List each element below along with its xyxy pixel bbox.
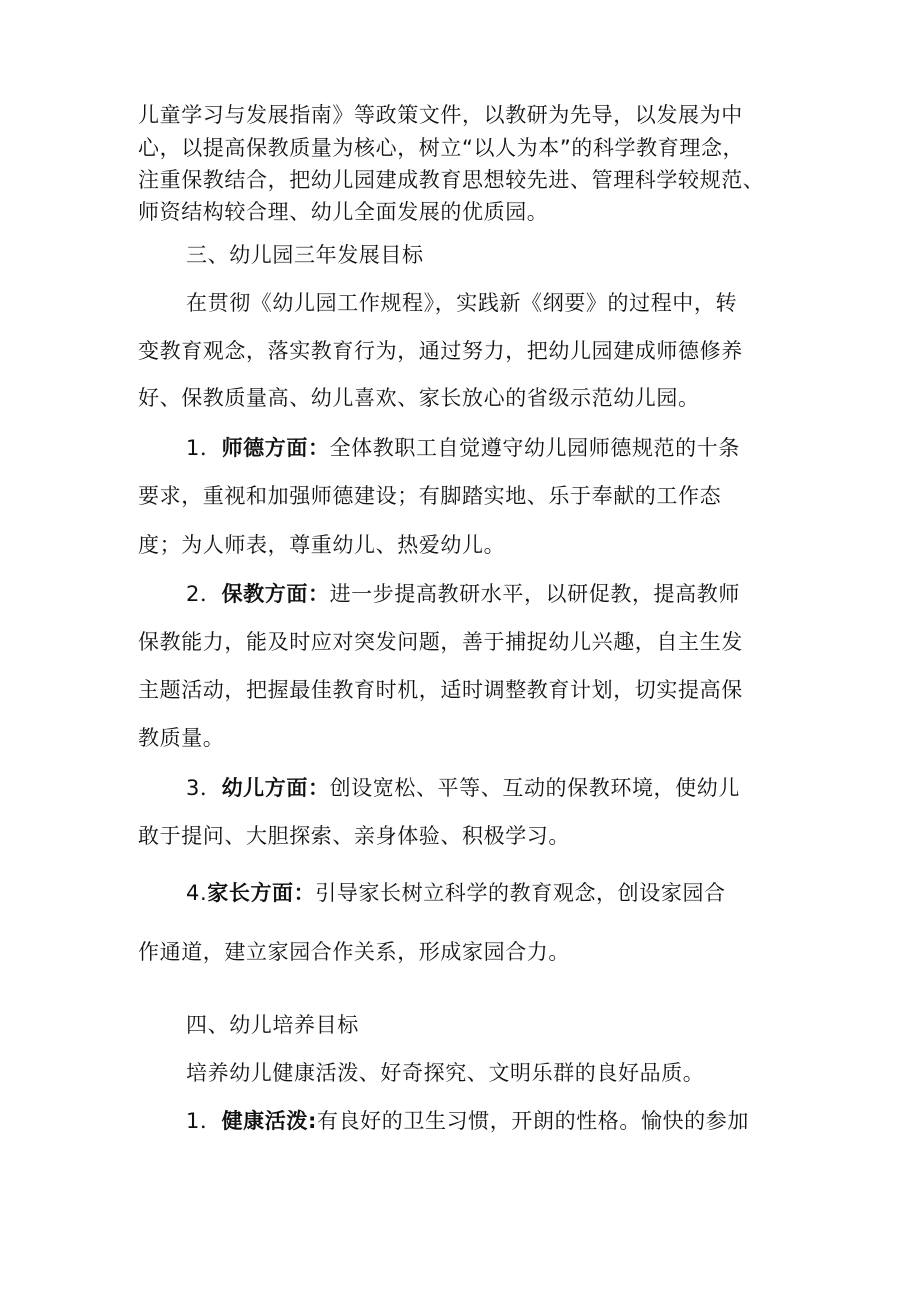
section3-item2-line-3: 主题活动，把握最佳教育时机，适时调整教育计划，切实提高保 xyxy=(138,678,743,702)
section4-item1 xyxy=(186,1106,749,1136)
section3-heading: 三、幼儿园三年发展目标 xyxy=(186,243,424,267)
item-number: 2． xyxy=(186,582,222,606)
item-number: 1． xyxy=(186,436,222,460)
section3-item2-line-2: 保教能力，能及时应对突发问题，善于捕捉幼儿兴趣，自主生发 xyxy=(138,630,743,654)
section3-item3-line-2: 敢于提问、大胆探索、亲身体验、积极学习。 xyxy=(138,824,570,848)
section4-heading: 四、幼儿培养目标 xyxy=(186,1013,359,1037)
intro-line-3: 注重保教结合，把幼儿园建成教育思想较先进、管理科学较规范、 xyxy=(138,168,765,192)
item-number: 3． xyxy=(186,776,222,800)
section3-item1 xyxy=(186,433,740,463)
section3-item4-line-2: 作通道，建立家园合作关系，形成家园合力。 xyxy=(138,940,570,964)
item-label: 健康活泼: xyxy=(221,1109,317,1133)
section3-item1-line-2: 要求，重视和加强师德建设；有脚踏实地、乐于奉献的工作态 xyxy=(138,484,722,508)
item-text: 引导家长树立科学的教育观念，创设家园合 xyxy=(315,881,726,905)
item-text: 进一步提高教研水平，以研促教，提高教师 xyxy=(329,582,740,606)
section4-para: 培养幼儿健康活泼、好奇探究、文明乐群的良好品质。 xyxy=(186,1061,705,1085)
section3-para-line-1: 在贯彻《幼儿园工作规程》，实践新《纲要》的过程中，转 xyxy=(186,291,738,315)
section3-item3 xyxy=(186,773,740,803)
item-number: 1． xyxy=(186,1109,222,1133)
item-label: 保教方面： xyxy=(221,582,330,606)
section3-para-line-2: 变教育观念，落实教育行为，通过努力，把幼儿园建成师德修养 xyxy=(138,339,743,363)
item-text: 有良好的卫生习惯，开朗的性格。愉快的参加 xyxy=(316,1109,749,1133)
item-label: 师德方面： xyxy=(221,436,330,460)
intro-line-2: 心，以提高保教质量为核心，树立“以人为本”的科学教育理念， xyxy=(138,136,745,160)
item-label: 家长方面： xyxy=(207,881,316,905)
item-label: 幼儿方面： xyxy=(221,776,330,800)
item-text: 全体教职工自觉遵守幼儿园师德规范的十条 xyxy=(329,436,740,460)
item-number: 4. xyxy=(186,881,208,905)
section3-item1-line-3: 度；为人师表，尊重幼儿、热爱幼儿。 xyxy=(138,533,506,557)
section3-para-line-3: 好、保教质量高、幼儿喜欢、家长放心的省级示范幼儿园。 xyxy=(138,386,700,410)
section3-item2 xyxy=(186,579,740,609)
section3-item4 xyxy=(186,878,726,908)
item-text: 创设宽松、平等、互动的保教环境，使幼儿 xyxy=(329,776,740,800)
intro-line-1: 儿童学习与发展指南》等政策文件，以教研为先导，以发展为中 xyxy=(138,103,743,127)
section3-item2-line-4: 教质量。 xyxy=(138,726,225,750)
intro-line-4: 师资结构较合理、幼儿全面发展的优质园。 xyxy=(138,200,549,224)
